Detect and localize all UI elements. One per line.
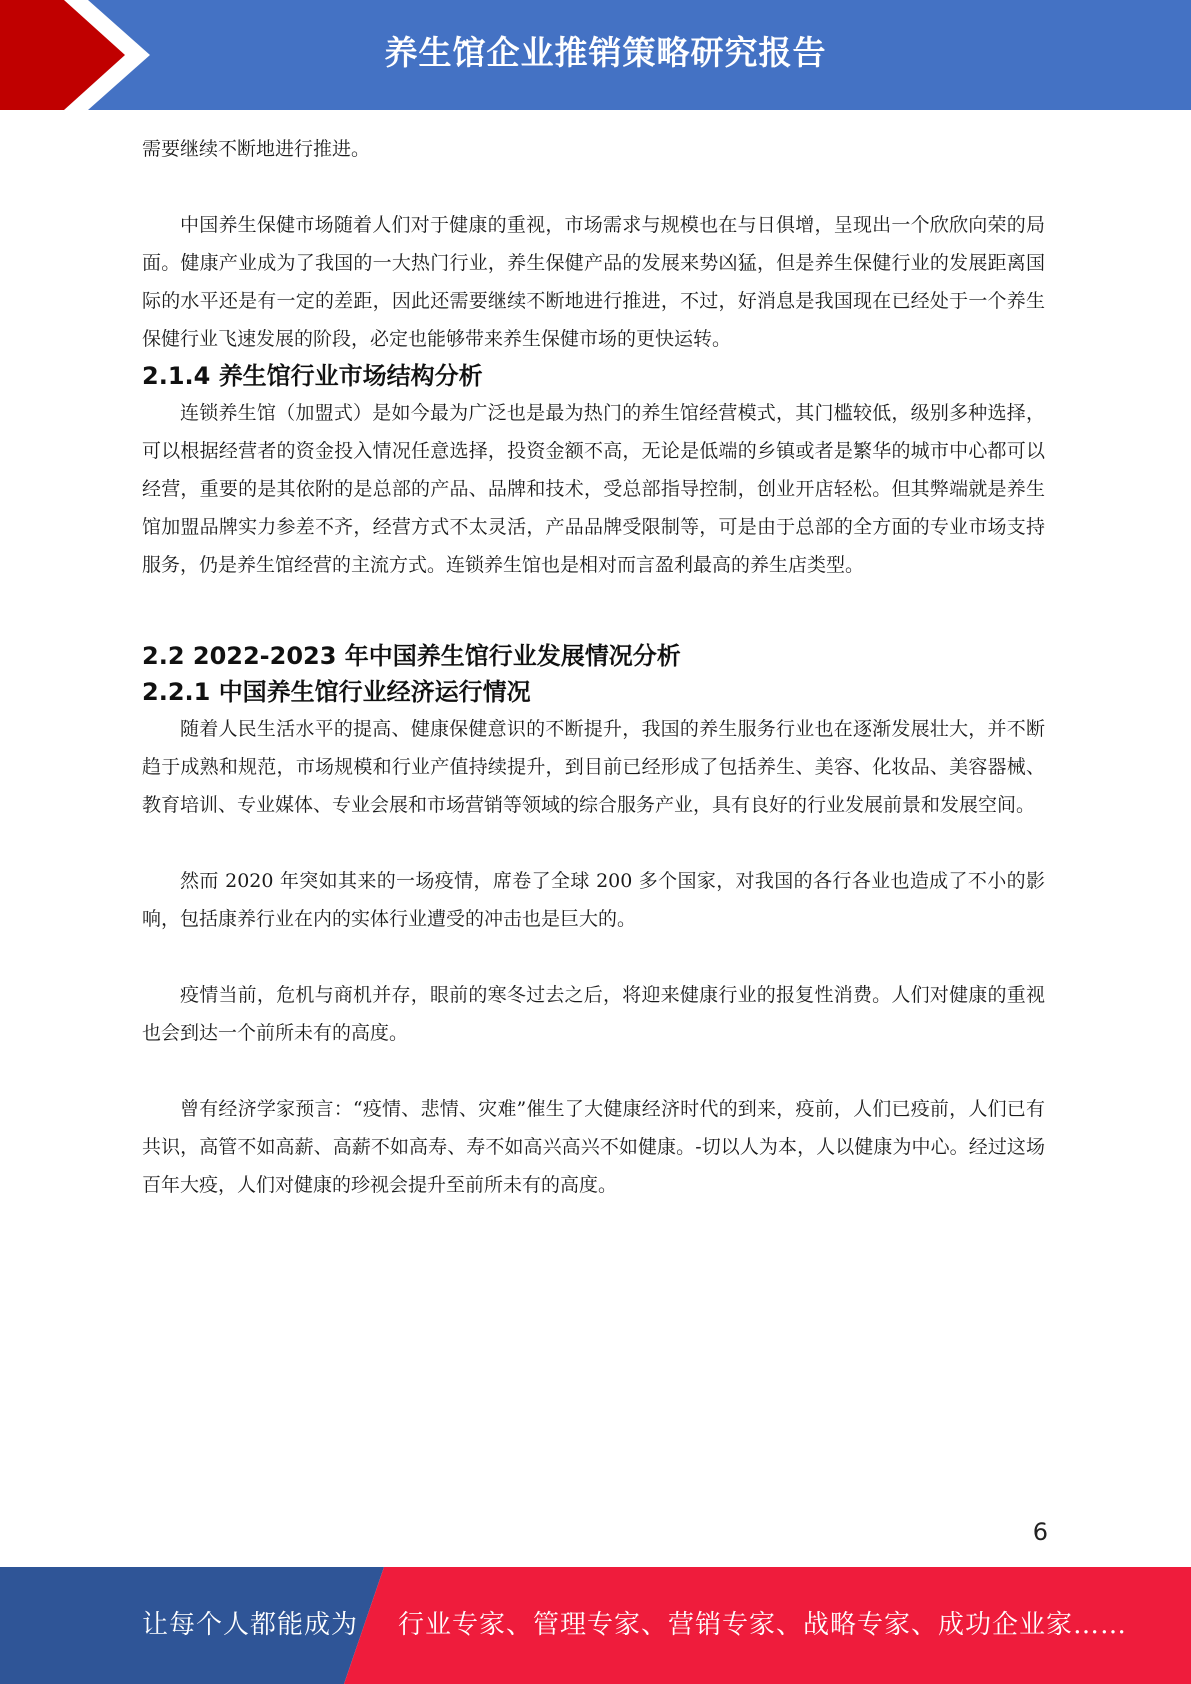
page-number: 6 (1032, 1518, 1048, 1546)
paragraph-epidemic: 然而 2020 年突如其来的一场疫情，席卷了全球 200 多个国家，对我国的各行各业也造成了不小的影响，包括康养行业在内的实体行业遭受的冲击也是巨大的。 (142, 870, 1045, 930)
paragraph-continuation: 需要继续不断地进行推进。 (142, 138, 371, 160)
footer-slogan-right: 行业专家、管理专家、营销专家、战略专家、成功企业家…… (398, 1610, 1128, 1640)
heading-2-2-1: 2.2.1 中国养生馆行业经济运行情况 (142, 678, 531, 706)
page-header (0, 0, 1191, 110)
heading-2-2: 2.2 2022-2023 年中国养生馆行业发展情况分析 (142, 642, 681, 670)
footer-slogan-left: 让每个人都能成为 (142, 1610, 359, 1640)
page-content (142, 130, 1045, 1204)
paragraph-industry-development: 随着人民生活水平的提高、健康保健意识的不断提升，我国的养生服务行业也在逐渐发展壮大，并不断趋于成熟和规范，市场规模和行业产值持续提升，到目前已经形成了包括养生、美容、化妆品、美容器械、教育培训、专业媒体、专业会展和市场营销等领域的综合服务产业，具有良好的行业发展前景和发展空间。 (142, 718, 1045, 816)
report-title: 养生馆企业推销策略研究报告 (384, 33, 827, 72)
paragraph-market: 中国养生保健市场随着人们对于健康的重视，市场需求与规模也在与日俱增，呈现出一个欣欣向荣的局面。健康产业成为了我国的一大热门行业，养生保健产品的发展来势凶猛，但是养生保健行业的发展距离国际的水平还是有一定的差距，因此还需要继续不断地进行推进，不过，好消息是我国现在已经处于一个养生保健行业飞速发展的阶段，必定也能够带来养生保健市场的更快运转。 (142, 214, 1045, 350)
page-footer (0, 1567, 1191, 1684)
heading-2-1-4: 2.1.4 养生馆行业市场结构分析 (142, 362, 483, 390)
paragraph-economist: 曾有经济学家预言：“疫情、悲情、灾难”催生了大健康经济时代的到来，疫前，人们已疫前，人们已有共识，高管不如高薪、高薪不如高寿、寿不如高兴高兴不如健康。-切以人为本，人以健康为中心。经过这场百年大疫，人们对健康的珍视会提升至前所未有的高度。 (142, 1098, 1045, 1196)
paragraph-crisis: 疫情当前，危机与商机并存，眼前的寒冬过去之后，将迎来健康行业的报复性消费。人们对健康的重视也会到达一个前所未有的高度。 (142, 984, 1045, 1044)
paragraph-chain-store: 连锁养生馆（加盟式）是如今最为广泛也是最为热门的养生馆经营模式，其门槛较低，级别多种选择，可以根据经营者的资金投入情况任意选择，投资金额不高，无论是低端的乡镇或者是繁华的城市中心都可以经营，重要的是其依附的是总部的产品、品牌和技术，受总部指导控制，创业开店轻松。但其弊端就是养生馆加盟品牌实力参差不齐，经营方式不太灵活，产品品牌受限制等，可是由于总部的全方面的专业市场支持服务，仍是养生馆经营的主流方式。连锁养生馆也是相对而言盈利最高的养生店类型。 (142, 402, 1045, 576)
